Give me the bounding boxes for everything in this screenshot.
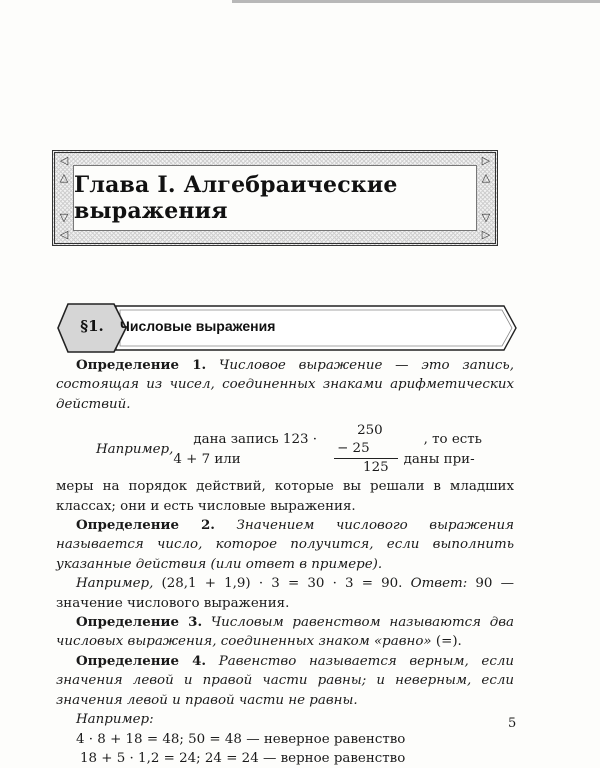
section-number: §1. [80,317,104,335]
top-rule [232,0,600,3]
example-2: Например, (28,1 + 1,9) · 3 = 30 · 3 = 90. Ответ: 90 — значение числового выражения. [56,576,514,611]
chapter-title: Глава I. Алгебраические выражения [74,172,398,224]
section-banner [56,302,518,354]
chapter-frame [52,150,498,246]
definition-3: Определение 3. Числовым равенством называются два числовых выражения, соединенных знаком «равно» (=). [56,614,514,650]
definition-1: Определение 1. Числовое выражение — это запись, состоящая из чисел, соединенных знаками арифметических действий. [56,357,514,412]
chapter-title-box [73,165,477,231]
page-body [56,356,517,768]
arrow-right-icon: ▷ [481,228,491,241]
arrow-down-icon: ▽ [59,211,69,224]
definition-2: Определение 2. Значением числового выражения называется число, которое получится, если выполнить указанные действия (или ответ в примере). [56,517,514,572]
definition-4: Определение 4. Равенство называется верным, если значения левой и правой части равны; и неверным, если значения левой и правой части не равны. [56,652,514,708]
example-1-continuation: меры на порядок действий, которые вы решали в младших классах; они и есть числовые выражения. [56,479,514,514]
arrow-up-icon: △ [481,171,491,184]
arrow-left-icon: ◁ [59,228,69,241]
page-number: 5 [508,716,517,731]
arrow-down-icon: ▽ [481,211,491,224]
fraction: $\frac{250 - 25}{125}$ [334,422,398,477]
example-3-lead: Например: [76,712,154,728]
equation-1: 4 · 8 + 18 = 48; 50 = 48 — неверное равенство [76,731,406,747]
equation-2: 18 + 5 · 1,2 = 24; 24 = 24 — верное равенство [80,750,406,766]
section-title: Числовые выражения [120,318,276,334]
example-1-line: Например, дана запись 123 · 4 + 7 или $\frac{250 - 25}{125}$ , то есть даны при- [96,423,482,476]
arrow-up-icon: △ [59,171,69,184]
arrow-left-icon: ◁ [59,154,69,167]
arrow-right-icon: ▷ [481,154,491,167]
